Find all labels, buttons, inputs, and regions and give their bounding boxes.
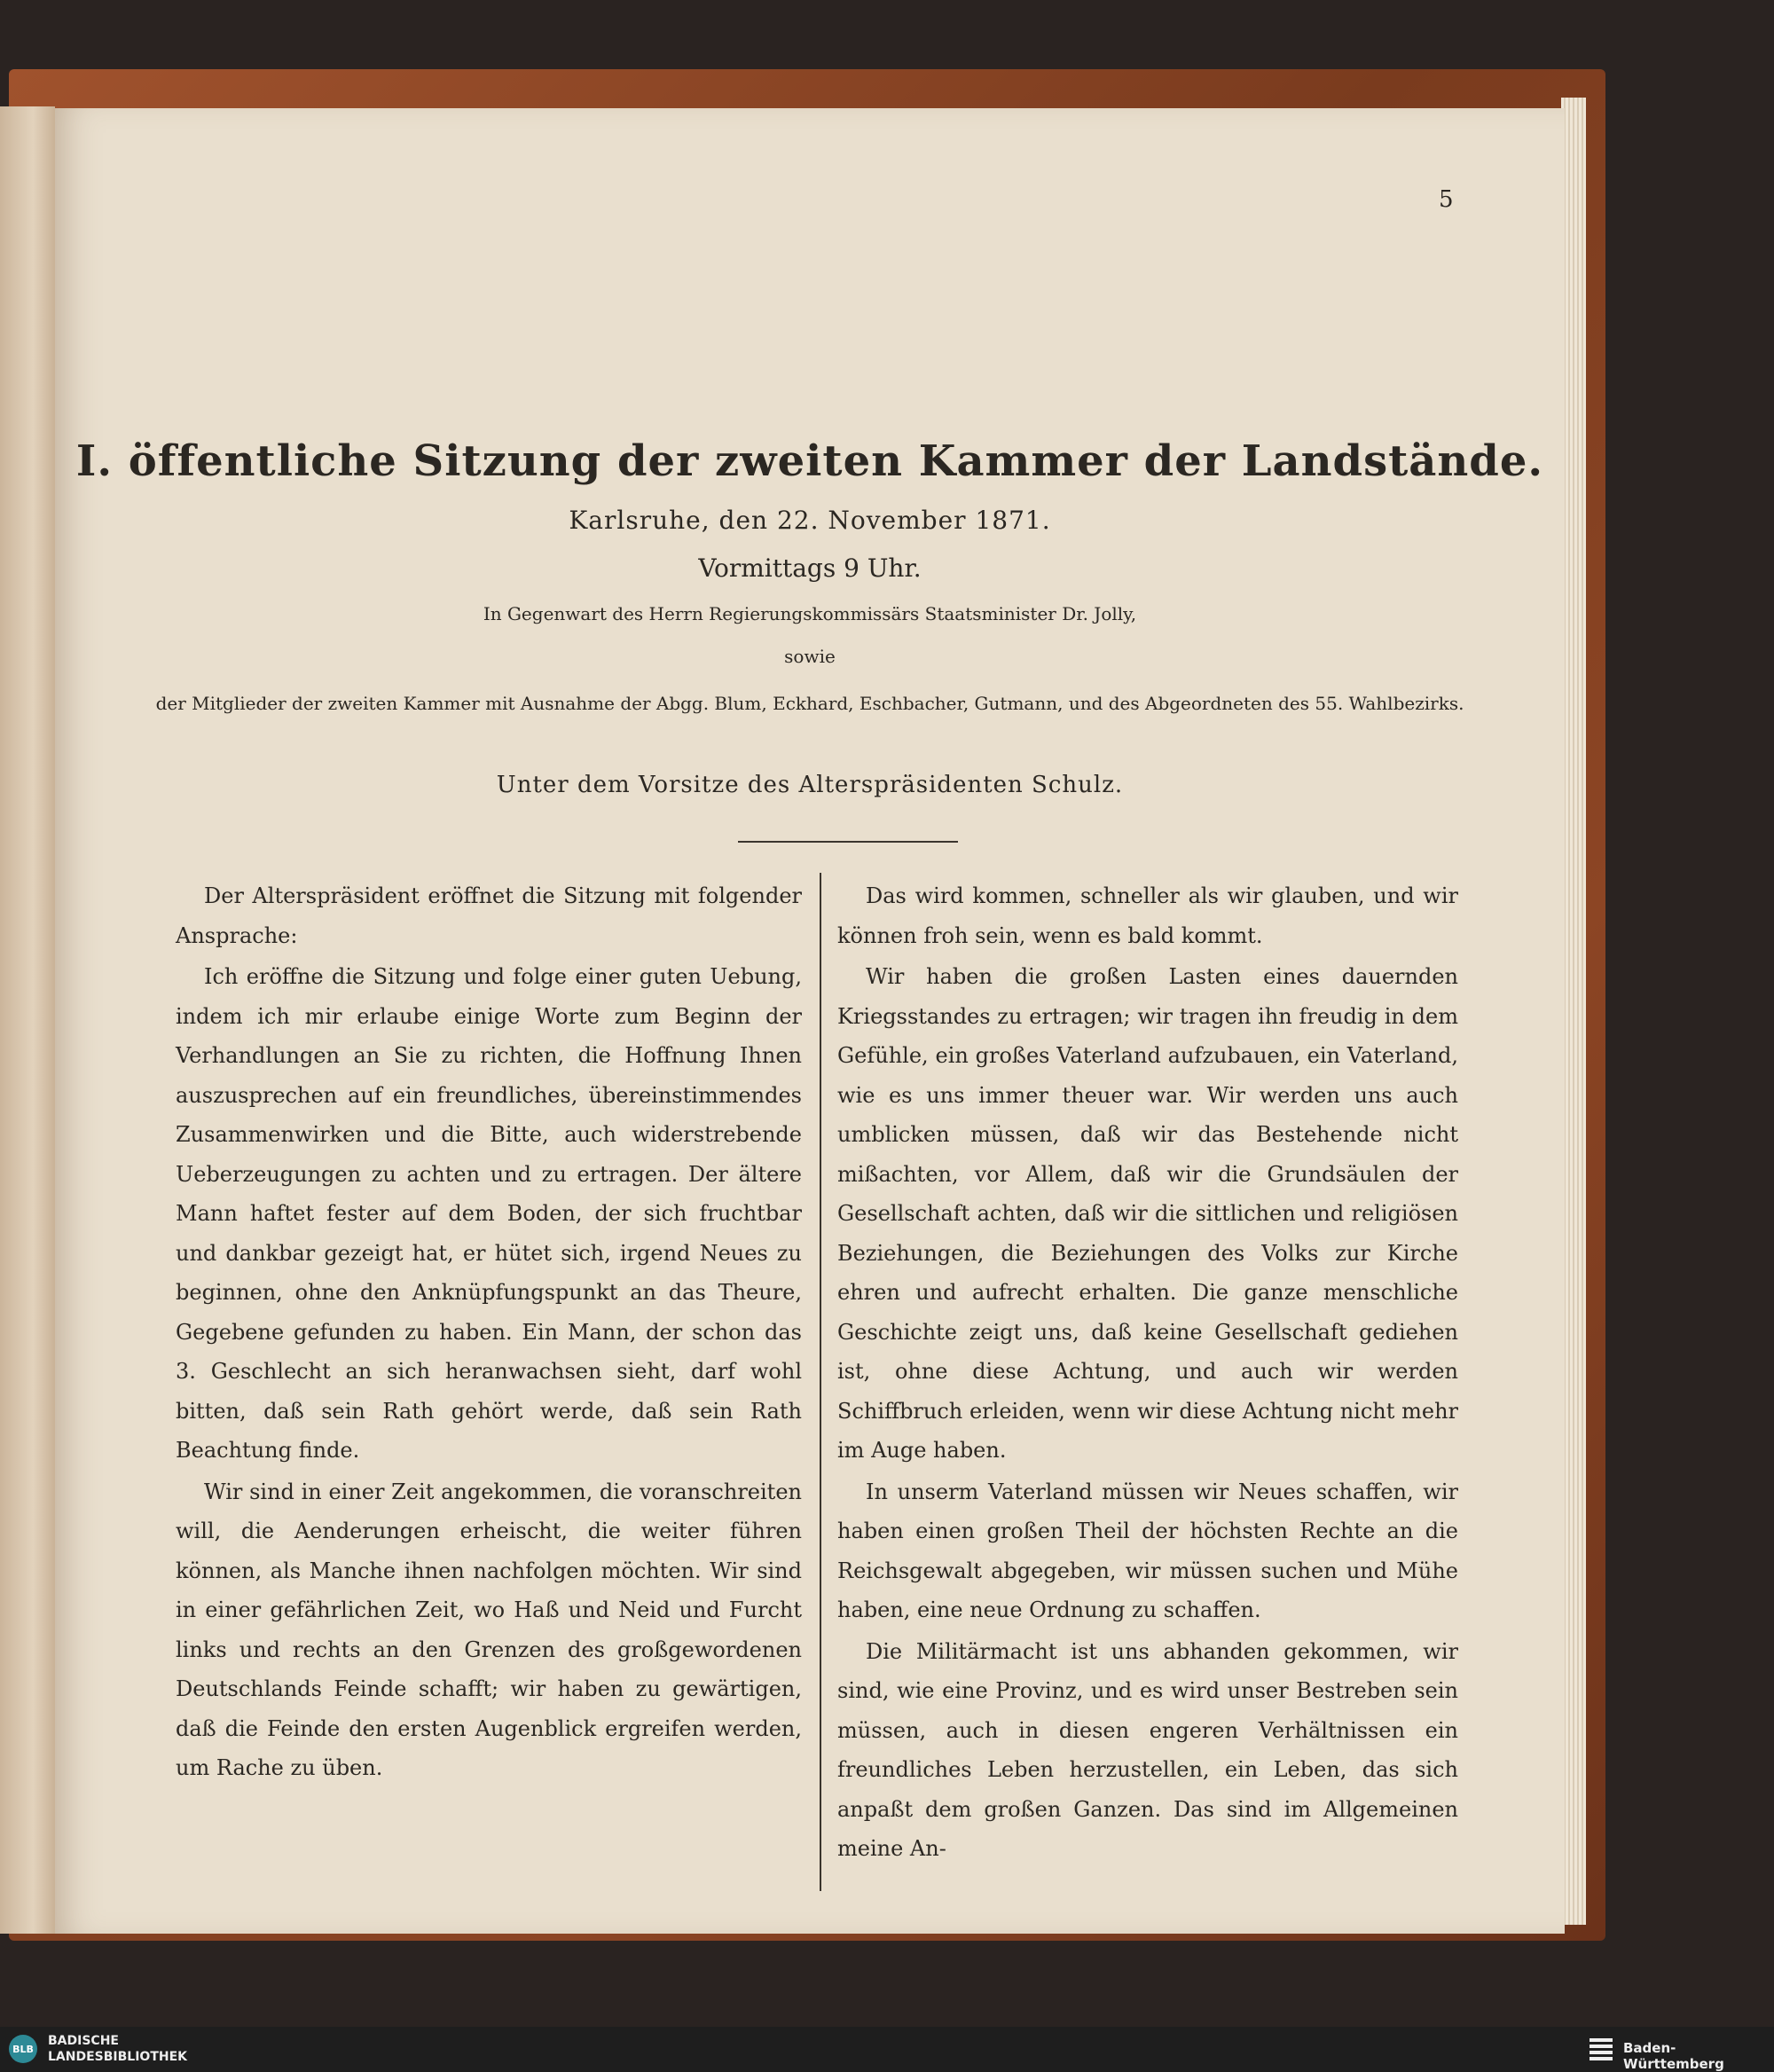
paragraph: Das wird kommen, schneller als wir glauben, und wir können froh sein, wenn es bald kommt. xyxy=(837,883,1458,948)
session-title: I. öffentliche Sitzung der zweiten Kammer der Landstände. xyxy=(75,436,1544,486)
library-name-line2: LANDESBIBLIOTHEK xyxy=(48,2050,188,2064)
document-page xyxy=(55,108,1565,1934)
footer-bar xyxy=(0,2027,1774,2071)
chair-line: Unter dem Vorsitze des Alterspräsidenten Schulz. xyxy=(496,772,1124,798)
paragraph: Wir haben die großen Lasten eines dauernden Kriegsstandes zu ertragen; wir tragen ihn freudig in dem Gefühle, ein großes Vaterland aufzubauen, ein Vaterland, wie es uns immer theuer war. Wir werden uns auch umblicken müssen, daß wir das Bestehende nicht mißachten, vor Allem, daß wir die Grundsäulen der Gesellschaft achten, daß wir die sittlichen und religiösen Beziehungen, die Beziehungen des Volks zur Kirche ehren und aufrecht erhalten. Die ganze menschliche Geschichte zeigt uns, daß keine Gesellschaft gediehen ist, ohne diese Achtung, und auch wir werden Schiffbruch erleiden, wenn wir diese Achtung nicht mehr im Auge haben. xyxy=(837,964,1458,1463)
presence-line: In Gegenwart des Herrn Regierungskommissärs Staatsminister Dr. Jolly, xyxy=(483,603,1137,624)
coat-of-arms-icon xyxy=(1590,2037,1613,2060)
members-line: der Mitglieder der zweiten Kammer mit Ausnahme der Abgg. Blum, Eckhard, Eschbacher, Gutmann, und des Abgeordneten des 55. Wahlbezirks. xyxy=(155,693,1464,714)
place-date: Karlsruhe, den 22. November 1871. xyxy=(569,506,1051,535)
right-column xyxy=(837,876,1458,1871)
paragraph: Die Militärmacht ist uns abhanden gekommen, wir sind, wie eine Provinz, und es wird unser Bestreben sein müssen, auch in diesen engeren Verhältnissen ein freundliches Leben herzustellen, ein Leben, das sich anpaßt dem großen Ganzen. Das sind im Allgemeinen meine An- xyxy=(837,1638,1458,1861)
left-page-edge xyxy=(0,106,55,1934)
page-edges xyxy=(1561,98,1586,1925)
left-column xyxy=(176,876,802,1790)
sowie-line: sowie xyxy=(784,646,836,667)
paragraph: In unserm Vaterland müssen wir Neues schaffen, wir haben einen großen Theil der höchsten Rechte an die Reichsgewalt abgegeben, wir müssen suchen und Mühe haben, eine neue Ordnung zu schaffen. xyxy=(837,1479,1458,1622)
page-number: 5 xyxy=(1439,186,1454,213)
library-name[interactable] xyxy=(48,2033,279,2065)
blb-logo-icon[interactable]: BLB xyxy=(9,2035,37,2063)
state-name[interactable]: Baden-Württemberg xyxy=(1623,2040,1724,2072)
library-name-line1: BADISCHE xyxy=(48,2034,119,2048)
paragraph: Wir sind in einer Zeit angekommen, die voranschreiten will, die Aenderungen erheischt, die weiter führen können, als Manche ihnen nachfolgen möchten. Wir sind in einer gefährlichen Zeit, wo Haß und Neid und Furcht links und rechts an den Grenzen des großgewordenen Deutschlands Feinde schafft; wir haben zu gewärtigen, daß die Feinde den ersten Augenblick ergreifen werden, um Rache zu üben. xyxy=(176,1479,802,1780)
column-divider xyxy=(820,873,821,1891)
title-divider xyxy=(738,841,958,843)
paragraph: Der Alterspräsident eröffnet die Sitzung mit folgender Ansprache: xyxy=(176,883,802,948)
paragraph: Ich eröffne die Sitzung und folge einer guten Uebung, indem ich mir erlaube einige Worte zum Beginn der Verhandlungen an Sie zu richten, die Hoffnung Ihnen auszusprechen auf ein freundliches, übereinstimmendes Zusammenwirken und die Bitte, auch widerstrebende Ueberzeugungen zu achten und zu ertragen. Der ältere Mann haftet fester auf dem Boden, der sich fruchtbar und dankbar gezeigt hat, er hütet sich, irgend Neues zu beginnen, ohne den Anknüpfungspunkt an das Theure, Gegebene gefunden zu haben. Ein Mann, der schon das 3. Geschlecht an sich heranwachsen sieht, darf wohl bitten, daß sein Rath gehört werde, daß sein Rath Beachtung finde. xyxy=(176,964,802,1463)
session-time: Vormittags 9 Uhr. xyxy=(698,553,922,583)
